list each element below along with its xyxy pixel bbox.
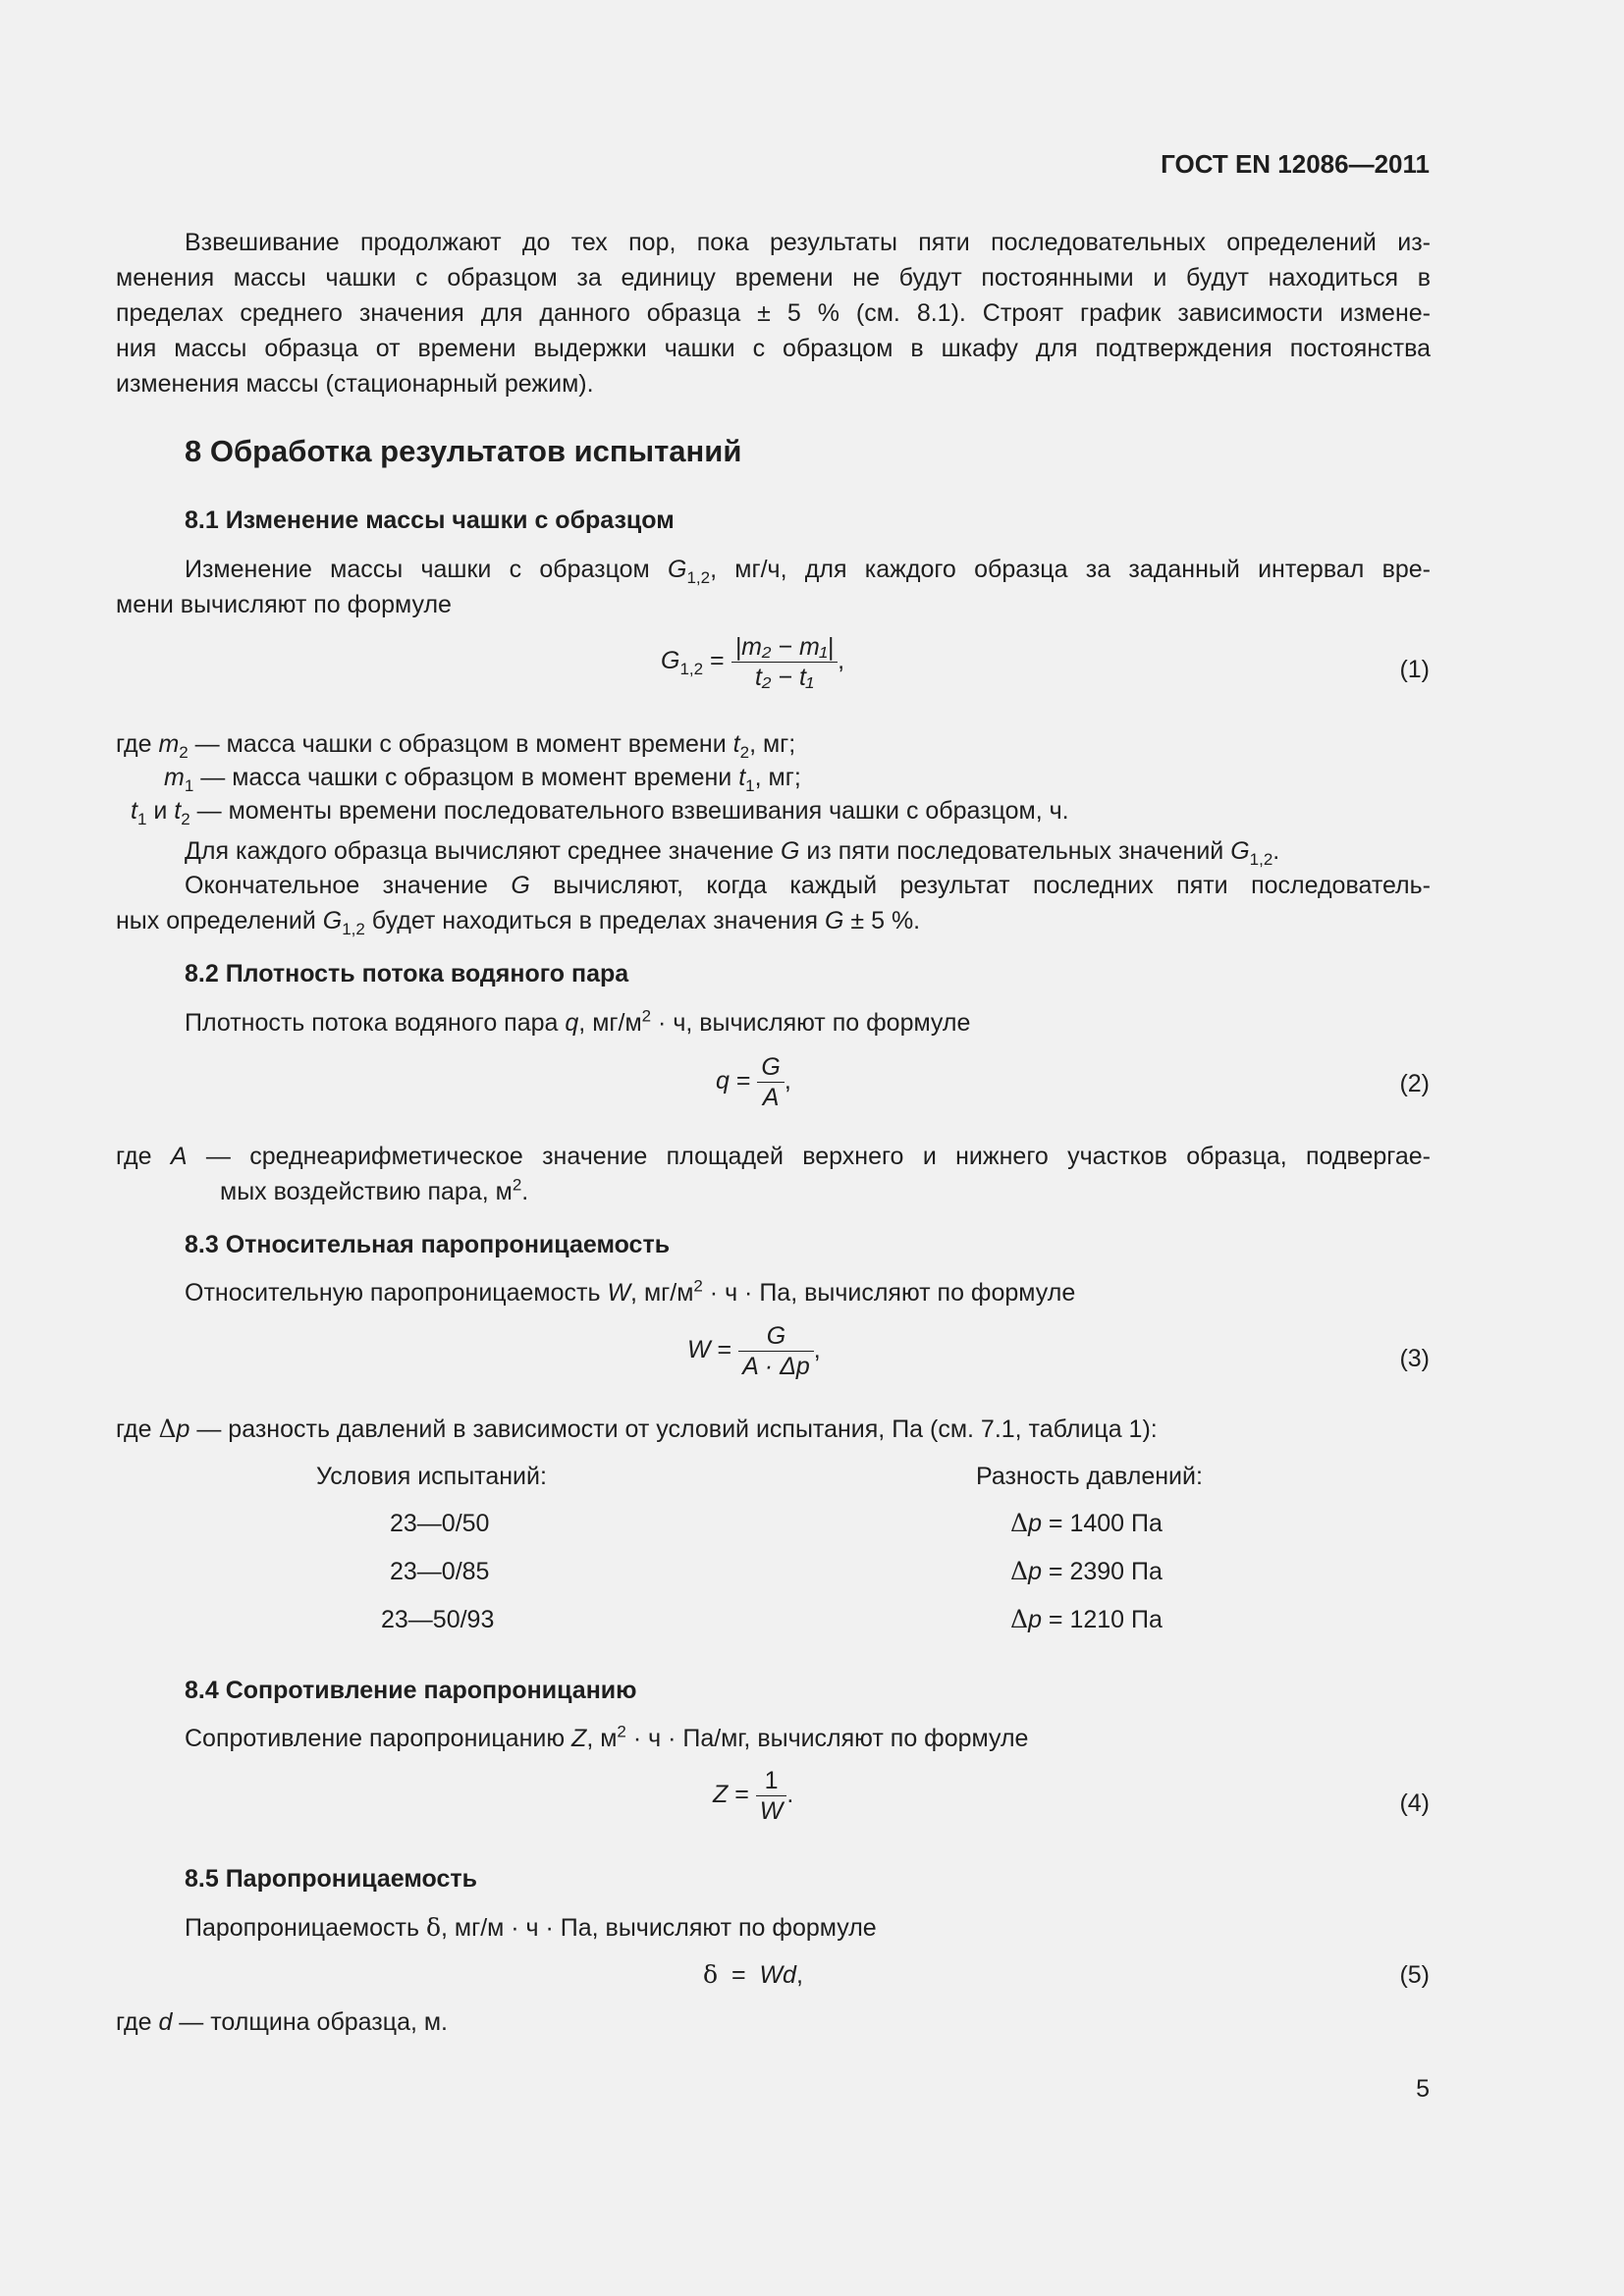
var-g: G (322, 907, 343, 934)
table-row-condition: 23—50/93 (381, 1606, 495, 1633)
fraction (731, 632, 839, 692)
superscript: 2 (617, 1722, 626, 1741)
s81-final-line (116, 903, 1431, 938)
text: , мг/ч, для каждого образца за заданный интервал вре- (710, 556, 1431, 583)
document-header: ГОСТ EN 12086—2011 (1161, 149, 1430, 179)
var-m: m (164, 764, 185, 791)
denominator: W (759, 1797, 784, 1825)
denominator: A (762, 1084, 780, 1111)
where-line-m1 (164, 760, 801, 795)
formula-lhs: G (661, 647, 680, 675)
where-line-m2 (116, 726, 795, 762)
var-t: t (131, 797, 137, 825)
text: из пяти последовательных значений (799, 837, 1231, 865)
equals: = (710, 1336, 739, 1364)
text: , мг/м (630, 1279, 694, 1307)
denominator: A · Δp (742, 1353, 810, 1380)
intro-line: изменения массы (стационарный режим). (116, 370, 594, 398)
text: Сопротивление паропроницанию (185, 1725, 572, 1752)
pressure-value: 1210 Па (1069, 1606, 1163, 1633)
s81-intro (116, 552, 1431, 622)
s82-where-line (116, 1139, 1431, 1174)
text: Окончательное значение (185, 872, 512, 899)
subscript: 2 (739, 743, 750, 762)
var-t: t (174, 797, 182, 825)
formula-2 (716, 1052, 791, 1112)
text: · ч · Па, вычисляют по формуле (702, 1279, 1076, 1307)
denominator: t₂ − t₁ (754, 664, 814, 691)
text: где (116, 1143, 171, 1170)
var-q: q (565, 1009, 579, 1037)
var-g: G (780, 837, 800, 865)
text: — толщина образца, м. (172, 2008, 448, 2036)
formula-1 (661, 632, 844, 692)
var-p: p (1028, 1510, 1042, 1537)
var-t: t (732, 730, 740, 758)
s81-mean-paragraph (185, 833, 1279, 869)
superscript: 2 (693, 1276, 703, 1296)
text: Плотность потока водяного пара (185, 1009, 566, 1037)
var-g: G (1230, 837, 1250, 865)
delta-symbol: Δ (1010, 1557, 1029, 1585)
subscript: 1 (136, 810, 147, 828)
where-line-t (131, 793, 1069, 828)
s81-intro-line (116, 552, 1431, 587)
s85-intro (185, 1910, 877, 1946)
formula-rhs: Wd (759, 1961, 796, 1989)
numerator: 1 (756, 1766, 787, 1796)
superscript: 2 (641, 1006, 652, 1026)
fraction (757, 1052, 784, 1112)
numerator: |m₂ − m₁| (731, 632, 839, 663)
delta-symbol: Δ (1010, 1605, 1029, 1633)
section-8-5-title: 8.5 Паропроницаемость (185, 1865, 477, 1893)
var-z: Z (571, 1725, 587, 1752)
delta-symbol: Δ (1010, 1509, 1029, 1537)
text: , м (586, 1725, 618, 1752)
var-m: m (158, 730, 180, 758)
text: Изменение массы чашки с образцом (185, 556, 668, 583)
intro-line: Взвешивание продолжают до тех пор, пока результаты пяти последовательных определений из- (185, 229, 1431, 256)
var-g: G (825, 907, 844, 934)
equation-number-3: (3) (1399, 1345, 1430, 1372)
subscript: 1,2 (342, 920, 365, 938)
equation-number-5: (5) (1399, 1961, 1430, 1989)
equals: = (728, 1781, 756, 1809)
text: где (116, 730, 159, 758)
subscript: 1 (745, 776, 755, 795)
text: — масса чашки с образцом в момент времени (193, 764, 739, 791)
formula-lhs: δ (703, 1960, 719, 1989)
formula-lhs: Z (713, 1781, 729, 1809)
formula-lhs: W (687, 1336, 711, 1364)
punct: , (795, 1961, 803, 1989)
delta-symbol: Δ (158, 1415, 177, 1443)
var-t: t (738, 764, 746, 791)
text: , мг; (749, 730, 796, 758)
subscript: 1,2 (679, 660, 704, 679)
section-8-3-title: 8.3 Относительная паропроницаемость (185, 1231, 671, 1258)
equals: = (729, 1067, 758, 1095)
s81-intro-line: мени вычисляют по формуле (116, 591, 452, 618)
s85-where (116, 2004, 448, 2040)
text: · ч · Па/мг, вычисляют по формуле (625, 1725, 1029, 1752)
text: — среднеарифметическое значение площадей верхнего и нижнего участков образца, подвергае- (187, 1143, 1431, 1170)
text: ± 5 %. (843, 907, 921, 934)
page-number: 5 (1416, 2075, 1430, 2103)
punct: , (813, 1336, 821, 1364)
text: . (1272, 837, 1280, 865)
text: , мг/м · ч · Па, вычисляют по формуле (441, 1914, 877, 1942)
section-8-4-title: 8.4 Сопротивление паропроницанию (185, 1677, 637, 1704)
text: Паропроницаемость (185, 1914, 426, 1942)
text: где (116, 2008, 159, 2036)
var-a: A (170, 1143, 188, 1170)
text: Для каждого образца вычисляют среднее значение (185, 837, 781, 865)
numerator: G (738, 1321, 814, 1352)
fraction (738, 1321, 814, 1381)
equals: = (703, 647, 731, 675)
text: мых воздействию пара, м (220, 1178, 513, 1205)
formula-4 (713, 1766, 793, 1826)
table-row-pressure (1010, 1506, 1163, 1541)
delta-symbol: δ (425, 1913, 441, 1942)
table-row-pressure (1010, 1554, 1163, 1589)
formula-lhs: q (716, 1067, 730, 1095)
s82-intro (185, 1005, 970, 1041)
text: — разность давлений в зависимости от условий испытания, Па (см. 7.1, таблица 1): (189, 1415, 1158, 1443)
punct: , (838, 647, 845, 675)
table-header-conditions: Условия испытаний: (316, 1463, 547, 1490)
punct: , (784, 1067, 791, 1095)
text: и (146, 797, 175, 825)
var-p: p (1028, 1606, 1042, 1633)
section-8-title: 8 Обработка результатов испытаний (185, 434, 742, 468)
section-8-1-title: 8.1 Изменение массы чашки с образцом (185, 507, 675, 534)
text: Относительную паропроницаемость (185, 1279, 608, 1307)
subscript: 2 (179, 743, 189, 762)
text: , мг/м (578, 1009, 642, 1037)
equation-number-2: (2) (1399, 1070, 1430, 1097)
equals: = (1041, 1558, 1070, 1585)
s81-final-line (116, 868, 1431, 903)
text: · ч, вычисляют по формуле (651, 1009, 971, 1037)
table-row-condition: 23—0/85 (390, 1558, 490, 1585)
text: где (116, 1415, 159, 1443)
s81-final-paragraph (116, 868, 1431, 938)
table-row-condition: 23—0/50 (390, 1510, 490, 1537)
equation-number-4: (4) (1399, 1789, 1430, 1817)
subscript: 1 (184, 776, 194, 795)
var-d: d (158, 2008, 173, 2036)
numerator: G (757, 1052, 784, 1083)
section-8-2-title: 8.2 Плотность потока водяного пара (185, 960, 629, 988)
formula-3 (687, 1321, 821, 1381)
s82-where (116, 1139, 1431, 1209)
text: вычисляют, когда каждый результат последних пяти последователь- (529, 872, 1431, 899)
text: ных определений (116, 907, 323, 934)
s82-where-line (116, 1174, 1431, 1209)
s83-where (116, 1412, 1158, 1447)
equals: = (1041, 1606, 1070, 1633)
subscript: 1,2 (686, 568, 711, 587)
table-header-pressure: Разность давлений: (976, 1463, 1203, 1490)
table-row-pressure (1010, 1602, 1163, 1637)
equals: = (1041, 1510, 1070, 1537)
s84-intro (185, 1721, 1028, 1756)
var-p: p (1028, 1558, 1042, 1585)
pressure-value: 1400 Па (1069, 1510, 1163, 1537)
var-g: G (511, 872, 530, 899)
var-w: W (607, 1279, 631, 1307)
equals: = (718, 1961, 760, 1989)
var-g: G (668, 556, 687, 583)
equation-number-1: (1) (1399, 656, 1430, 683)
punct: . (786, 1781, 794, 1809)
formula-5 (703, 1957, 803, 1993)
intro-line: пределах среднего значения для данного образца ± 5 % (см. 8.1). Строят график зависимости измене- (116, 299, 1431, 327)
text: — моменты времени последовательного взвешивания чашки с образцом, ч. (189, 797, 1069, 825)
intro-paragraph (116, 225, 1431, 401)
var-p: p (176, 1415, 190, 1443)
subscript: 2 (181, 810, 190, 828)
text: будет находиться в пределах значения (364, 907, 826, 934)
intro-line: ния массы образца от времени выдержки чашки с образцом в шкафу для подтверждения постоянства (116, 335, 1431, 362)
superscript: 2 (512, 1175, 522, 1195)
text: . (521, 1178, 529, 1205)
fraction (756, 1766, 787, 1826)
pressure-value: 2390 Па (1069, 1558, 1163, 1585)
intro-line: менения массы чашки с образцом за единицу времени не будут постоянными и будут находиться в (116, 264, 1431, 292)
s83-intro (185, 1275, 1075, 1310)
subscript: 1,2 (1249, 850, 1273, 869)
text: — масса чашки с образцом в момент времени (188, 730, 733, 758)
text: , мг; (754, 764, 801, 791)
